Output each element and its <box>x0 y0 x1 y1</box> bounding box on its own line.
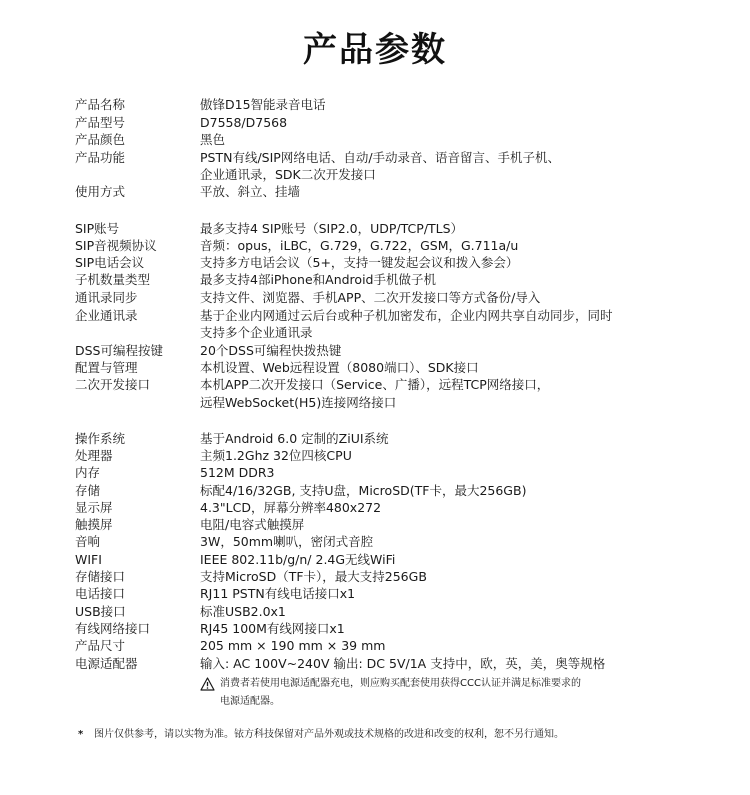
power-adapter-notice <box>200 676 670 712</box>
spec-row <box>0 620 750 637</box>
spec-row <box>0 637 750 654</box>
spec-row <box>0 430 750 447</box>
spec-row <box>0 96 750 113</box>
spec-label: SIP音视频协议 <box>75 238 157 253</box>
spec-value: 20个DSS可编程快拨热键 <box>200 343 342 358</box>
spec-row <box>0 254 750 271</box>
spec-value: IEEE 802.11b/g/n/ 2.4G无线WiFi <box>200 552 396 567</box>
spec-row <box>0 220 750 237</box>
spec-row <box>0 149 750 166</box>
spec-value: 黑色 <box>200 132 226 147</box>
spec-row <box>0 603 750 620</box>
spec-row <box>0 394 750 411</box>
spec-value: 电阻/电容式触摸屏 <box>200 517 305 532</box>
spec-value: 205 mm × 190 mm × 39 mm <box>200 638 386 653</box>
spec-label: 显示屏 <box>75 500 113 515</box>
spec-label: 配置与管理 <box>75 360 138 375</box>
spec-row <box>0 464 750 481</box>
spec-label: SIP电话会议 <box>75 255 145 270</box>
spec-row <box>0 131 750 148</box>
spec-row <box>0 447 750 464</box>
spec-value: 标配4/16/32GB, 支持U盘，MicroSD(TF卡，最大256GB) <box>200 483 527 498</box>
spec-label: 通讯录同步 <box>75 290 138 305</box>
spec-label: 二次开发接口 <box>75 377 151 392</box>
spec-label: 触摸屏 <box>75 517 113 532</box>
spec-value: 音频：opus，iLBC，G.729，G.722，GSM，G.711a/u <box>200 238 519 253</box>
spec-label: 存储接口 <box>75 569 126 584</box>
spec-row <box>0 499 750 516</box>
notice-line: 消费者若使用电源适配器充电，则应购买配套使用获得CCC认证并满足标准要求的 <box>220 678 581 689</box>
spec-label: 音响 <box>75 534 101 549</box>
spec-row <box>0 166 750 183</box>
spec-value: 企业通讯录，SDK二次开发接口 <box>200 167 376 182</box>
spec-label: USB接口 <box>75 604 126 619</box>
spec-row <box>0 551 750 568</box>
spec-value: 本机APP二次开发接口（Service、广播），远程TCP网络接口， <box>200 377 550 392</box>
spec-value: 512M DDR3 <box>200 465 275 480</box>
spec-value: 最多支持4部iPhone和Android手机做子机 <box>200 272 436 287</box>
spec-label: WIFI <box>75 552 102 567</box>
spec-label: 电话接口 <box>75 586 126 601</box>
spec-row <box>0 585 750 602</box>
spec-row <box>0 342 750 359</box>
footnote-text: 图片仅供参考，请以实物为准。铱方科技保留对产品外观或技术规格的改进和改变的权利，恕不另行通知。 <box>94 729 564 740</box>
spec-row <box>0 307 750 324</box>
spec-row <box>0 482 750 499</box>
spec-row <box>0 324 750 341</box>
spec-value: RJ45 100M有线网接口x1 <box>200 621 345 636</box>
spec-value: 主频1.2Ghz 32位四核CPU <box>200 448 352 463</box>
spec-label: SIP账号 <box>75 221 120 236</box>
spec-value: 远程WebSocket(H5)连接网络接口 <box>200 395 397 410</box>
warning-icon <box>200 677 215 691</box>
spec-row <box>0 114 750 131</box>
spec-label: 产品功能 <box>75 150 126 165</box>
spec-value: 最多支持4 SIP账号（SIP2.0，UDP/TCP/TLS） <box>200 221 464 236</box>
spec-row <box>0 271 750 288</box>
spec-row <box>0 376 750 393</box>
spec-label: 操作系统 <box>75 431 126 446</box>
spec-row <box>0 359 750 376</box>
spec-value: PSTN有线/SIP网络电话、自动/手动录音、语音留言、手机子机、 <box>200 150 561 165</box>
spec-value: 基于企业内网通过云后台或种子机加密发布，企业内网共享自动同步，同时 <box>200 308 613 323</box>
spec-row <box>0 183 750 200</box>
spec-row <box>0 533 750 550</box>
spec-value: 支持多方电话会议（5+，支持一键发起会议和拨入参会） <box>200 255 519 270</box>
spec-label: 存储 <box>75 483 101 498</box>
spec-row <box>0 237 750 254</box>
spec-row <box>0 289 750 306</box>
spec-label: 产品尺寸 <box>75 638 126 653</box>
spec-value: D7558/D7568 <box>200 115 288 130</box>
spec-label: 产品名称 <box>75 97 126 112</box>
spec-label: 处理器 <box>75 448 113 463</box>
spec-label: 使用方式 <box>75 184 126 199</box>
spec-label: 子机数量类型 <box>75 272 151 287</box>
spec-label: 有线网络接口 <box>75 621 151 636</box>
spec-value: 支持文件、浏览器、手机APP、二次开发接口等方式备份/导入 <box>200 290 541 305</box>
spec-value: 4.3"LCD，屏幕分辨率480x272 <box>200 500 382 515</box>
spec-value: 平放、斜立、挂墙 <box>200 184 301 199</box>
spec-value: 本机设置、Web远程设置（8080端口）、SDK接口 <box>200 360 479 375</box>
spec-value: 傲锋D15智能录音电话 <box>200 97 326 112</box>
spec-row <box>0 516 750 533</box>
spec-value: 3W，50mm喇叭，密闭式音腔 <box>200 534 374 549</box>
page-title: 产品参数 <box>303 30 447 70</box>
spec-label: 产品颜色 <box>75 132 126 147</box>
spec-value: RJ11 PSTN有线电话接口x1 <box>200 586 356 601</box>
spec-label: 企业通讯录 <box>75 308 138 323</box>
spec-value: 支持MicroSD（TF卡），最大支持256GB <box>200 569 427 584</box>
spec-value: 输入: AC 100V~240V 输出: DC 5V/1A 支持中，欧，英，美，奥等规格 <box>200 656 606 671</box>
spec-value: 标准USB2.0x1 <box>200 604 286 619</box>
spec-row <box>0 568 750 585</box>
spec-label: 内存 <box>75 465 101 480</box>
spec-value: 支持多个企业通讯录 <box>200 325 313 340</box>
spec-label: 产品型号 <box>75 115 126 130</box>
footnote-marker: * <box>78 729 84 740</box>
spec-value: 基于Android 6.0 定制的ZiUI系统 <box>200 431 389 446</box>
notice-line: 电源适配器。 <box>220 696 280 707</box>
spec-row <box>0 655 750 672</box>
footnote <box>78 727 564 743</box>
spec-label: DSS可编程按键 <box>75 343 163 358</box>
spec-label: 电源适配器 <box>75 656 138 671</box>
